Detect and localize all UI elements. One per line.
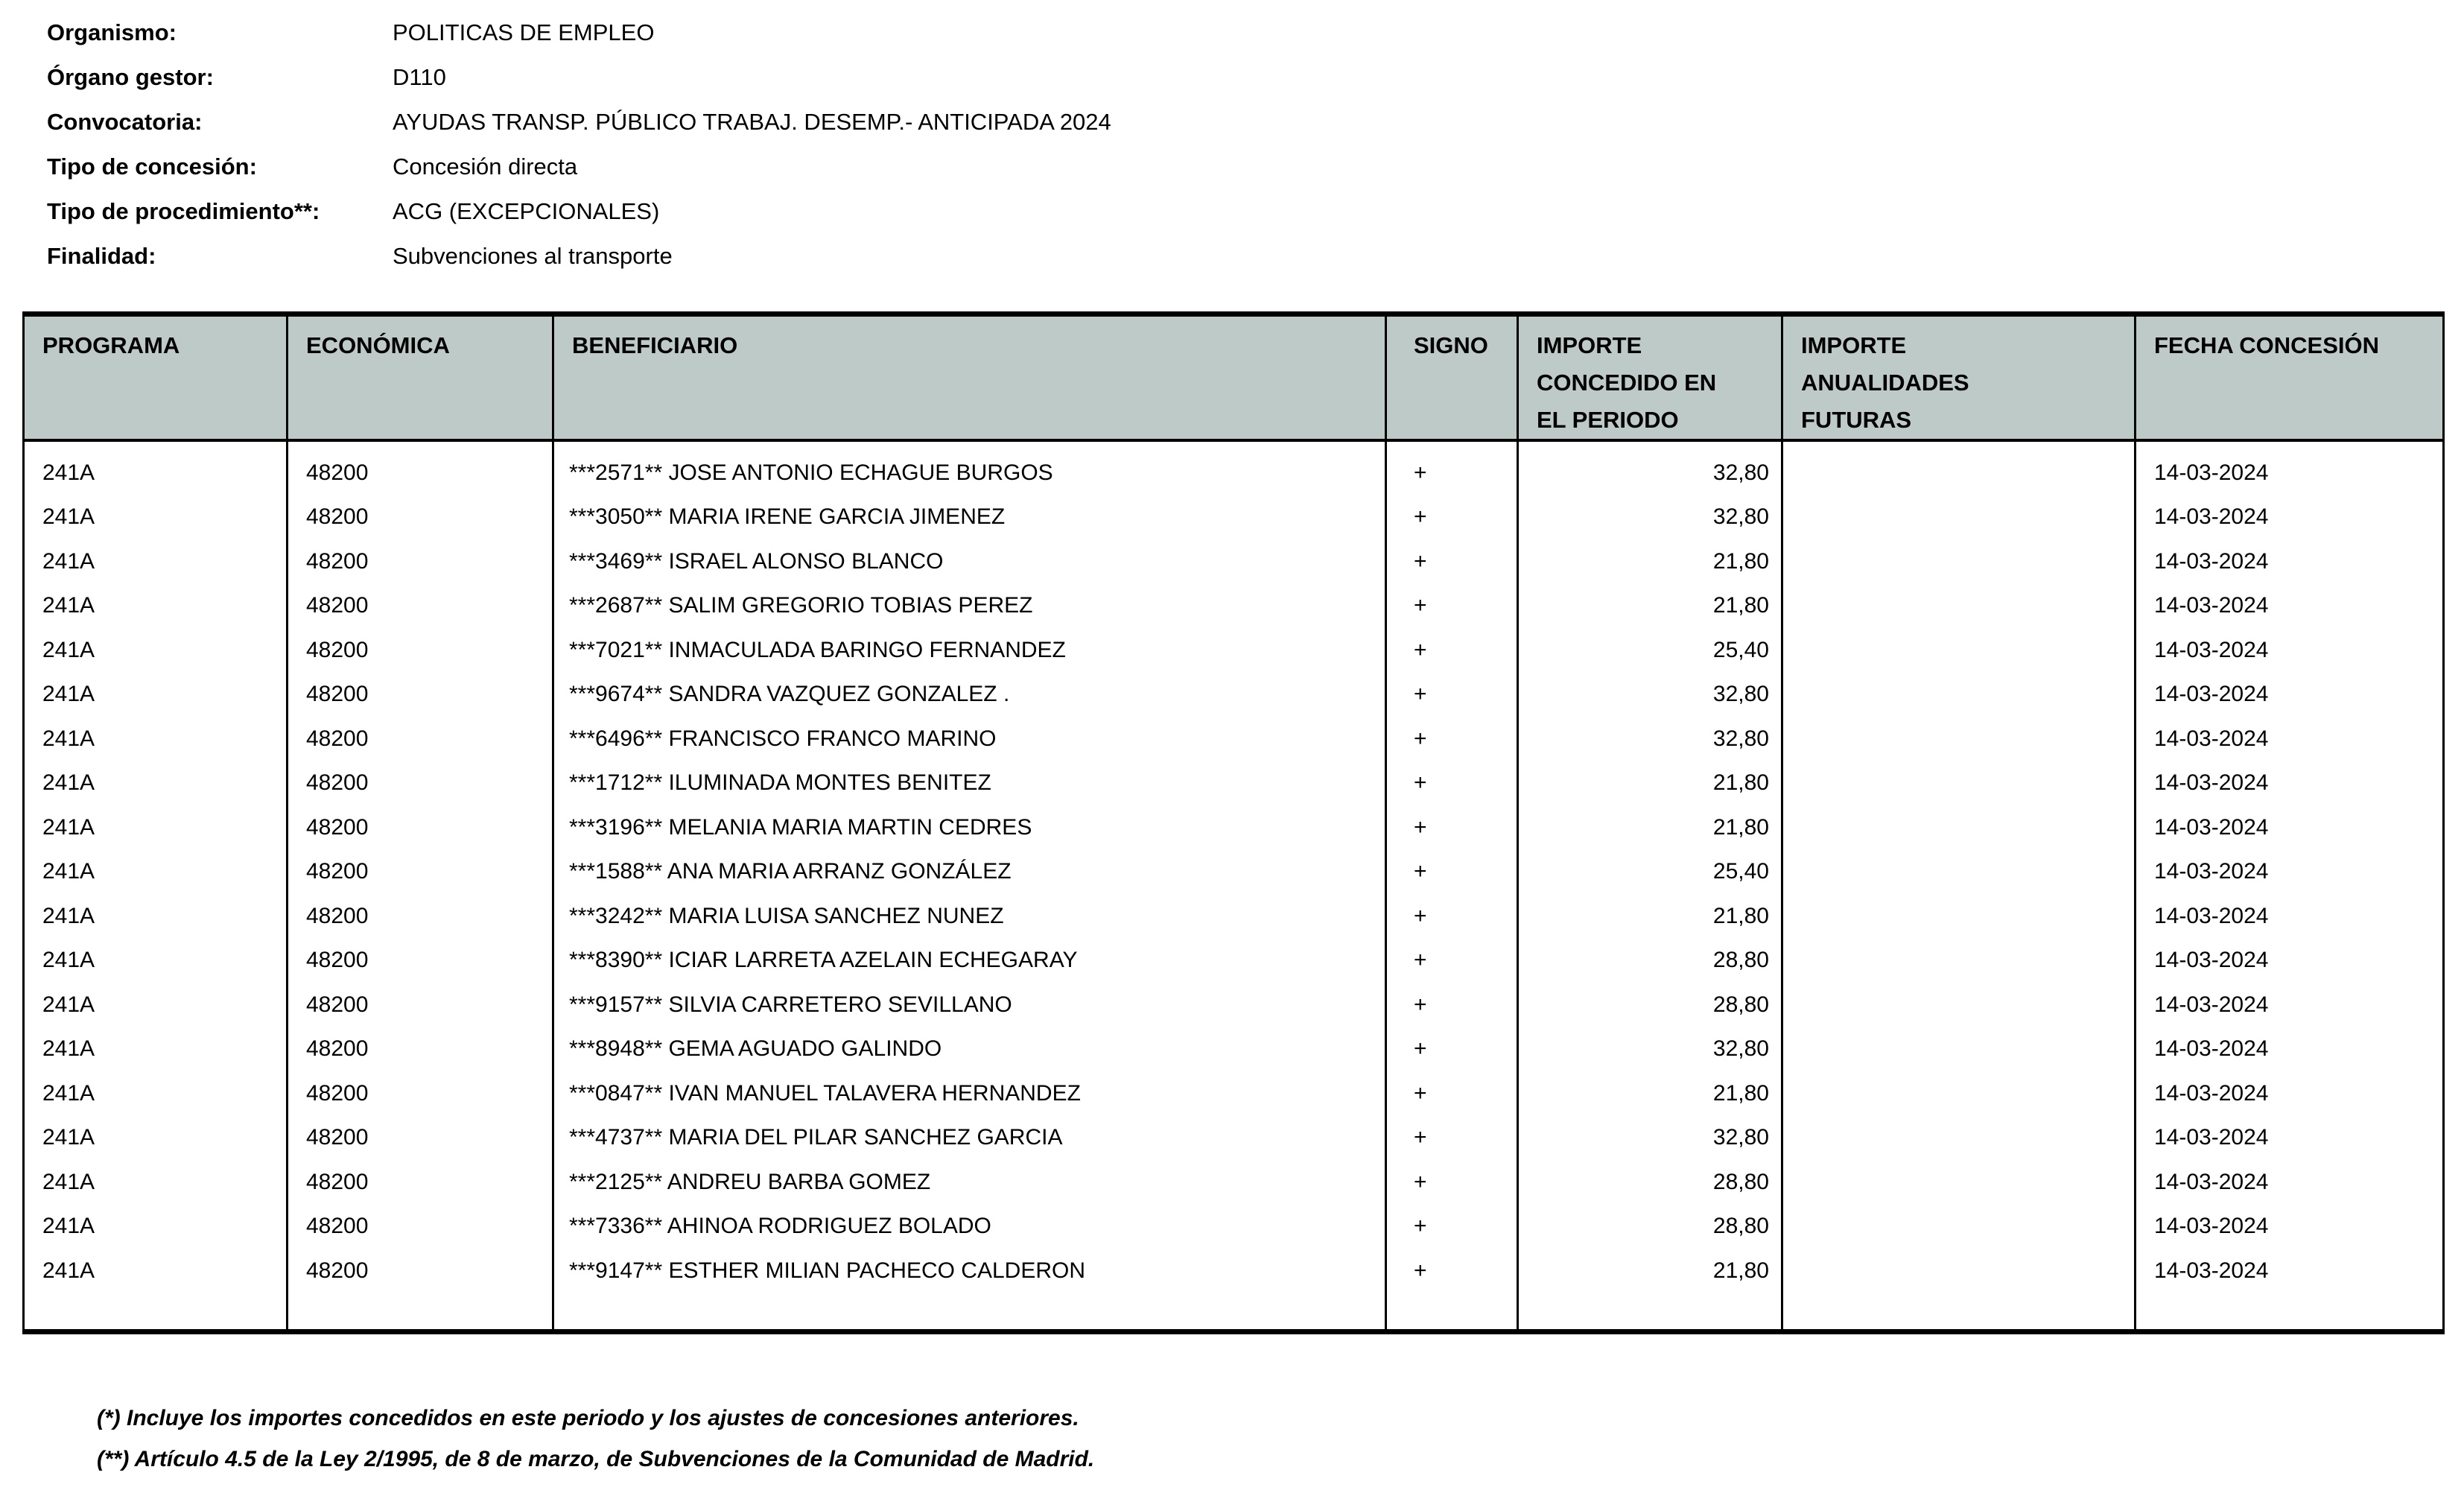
column-header-importe-anualidades: IMPORTE ANUALIDADES FUTURAS — [1782, 314, 2136, 441]
cell-fecha: 14-03-2024 — [2136, 1071, 2444, 1116]
table-row — [24, 1027, 2444, 1072]
cell-economica: 48200 — [288, 1116, 553, 1161]
cell-programa: 241A — [24, 584, 288, 629]
cell-programa: 241A — [24, 1160, 288, 1205]
meta-label: Órgano gestor: — [47, 64, 214, 90]
cell-economica: 48200 — [288, 1160, 553, 1205]
cell-anualidades — [1782, 1027, 2136, 1072]
cell-anualidades — [1782, 673, 2136, 717]
cell-signo: + — [1386, 1027, 1518, 1072]
cell-beneficiario: ***7336** AHINOA RODRIGUEZ BOLADO — [553, 1205, 1386, 1249]
cell-fecha: 14-03-2024 — [2136, 628, 2444, 673]
cell-anualidades — [1782, 1205, 2136, 1249]
cell-beneficiario: ***3050** MARIA IRENE GARCIA JIMENEZ — [553, 495, 1386, 540]
cell-programa: 241A — [24, 761, 288, 806]
cell-signo: + — [1386, 539, 1518, 584]
table-row — [24, 1071, 2444, 1116]
cell-fecha: 14-03-2024 — [2136, 495, 2444, 540]
cell-programa: 241A — [24, 805, 288, 850]
cell-importe: 21,80 — [1518, 584, 1782, 629]
cell-signo: + — [1386, 983, 1518, 1027]
cell-anualidades — [1782, 539, 2136, 584]
cell-fecha: 14-03-2024 — [2136, 584, 2444, 629]
cell-anualidades — [1782, 1160, 2136, 1205]
cell-importe: 28,80 — [1518, 1160, 1782, 1205]
cell-importe: 32,80 — [1518, 1027, 1782, 1072]
cell-economica: 48200 — [288, 894, 553, 939]
cell-programa: 241A — [24, 495, 288, 540]
cell-importe: 32,80 — [1518, 717, 1782, 761]
meta-value: AYUDAS TRANSP. PÚBLICO TRABAJ. DESEMP.- ANTICIPADA 2024 — [393, 109, 1111, 135]
footer-notes — [97, 1398, 1094, 1480]
meta-value: Subvenciones al transporte — [393, 243, 673, 269]
cell-importe: 28,80 — [1518, 1205, 1782, 1249]
cell-programa: 241A — [24, 1205, 288, 1249]
meta-line-tipo-procedimiento — [47, 189, 1111, 234]
cell-fecha: 14-03-2024 — [2136, 983, 2444, 1027]
meta-line-tipo-concesion — [47, 145, 1111, 189]
column-header-economica: ECONÓMICA — [288, 314, 553, 441]
cell-anualidades — [1782, 761, 2136, 806]
cell-signo: + — [1386, 1249, 1518, 1293]
cell-economica: 48200 — [288, 584, 553, 629]
table-row — [24, 673, 2444, 717]
cell-importe: 28,80 — [1518, 983, 1782, 1027]
cell-fecha: 14-03-2024 — [2136, 673, 2444, 717]
cell-signo: + — [1386, 805, 1518, 850]
meta-value: POLITICAS DE EMPLEO — [393, 19, 655, 45]
cell-economica: 48200 — [288, 1027, 553, 1072]
cell-fecha: 14-03-2024 — [2136, 717, 2444, 761]
note-asterisk: (*) Incluye los importes concedidos en este periodo y los ajustes de concesiones anteriores. — [97, 1406, 1079, 1430]
cell-programa: 241A — [24, 1116, 288, 1161]
cell-fecha: 14-03-2024 — [2136, 850, 2444, 895]
cell-beneficiario: ***9157** SILVIA CARRETERO SEVILLANO — [553, 983, 1386, 1027]
table-row — [24, 495, 2444, 540]
cell-economica: 48200 — [288, 983, 553, 1027]
column-header-importe-concedido: IMPORTE CONCEDIDO EN EL PERIODO — [1518, 314, 1782, 441]
cell-beneficiario: ***9147** ESTHER MILIAN PACHECO CALDERON — [553, 1249, 1386, 1293]
cell-anualidades — [1782, 939, 2136, 983]
meta-value: Concesión directa — [393, 153, 578, 180]
cell-economica: 48200 — [288, 539, 553, 584]
cell-signo: + — [1386, 584, 1518, 629]
cell-fecha: 14-03-2024 — [2136, 451, 2444, 495]
cell-anualidades — [1782, 1071, 2136, 1116]
cell-fecha: 14-03-2024 — [2136, 761, 2444, 806]
cell-fecha: 14-03-2024 — [2136, 1249, 2444, 1293]
table-row — [24, 761, 2444, 806]
cell-programa: 241A — [24, 1071, 288, 1116]
table-row — [24, 539, 2444, 584]
table-spacer-row — [24, 440, 2444, 451]
cell-programa: 241A — [24, 717, 288, 761]
cell-fecha: 14-03-2024 — [2136, 1027, 2444, 1072]
cell-importe: 32,80 — [1518, 1116, 1782, 1161]
cell-importe: 32,80 — [1518, 451, 1782, 495]
cell-economica: 48200 — [288, 805, 553, 850]
meta-label: Convocatoria: — [47, 109, 203, 135]
cell-anualidades — [1782, 451, 2136, 495]
meta-label: Tipo de procedimiento**: — [47, 198, 320, 224]
table-row — [24, 983, 2444, 1027]
cell-importe: 28,80 — [1518, 939, 1782, 983]
cell-importe: 25,40 — [1518, 628, 1782, 673]
cell-beneficiario: ***3242** MARIA LUISA SANCHEZ NUNEZ — [553, 894, 1386, 939]
cell-signo: + — [1386, 850, 1518, 895]
cell-economica: 48200 — [288, 451, 553, 495]
cell-importe: 25,40 — [1518, 850, 1782, 895]
cell-anualidades — [1782, 584, 2136, 629]
meta-label: Finalidad: — [47, 243, 156, 269]
cell-signo: + — [1386, 673, 1518, 717]
cell-beneficiario: ***1588** ANA MARIA ARRANZ GONZÁLEZ — [553, 850, 1386, 895]
cell-beneficiario: ***3196** MELANIA MARIA MARTIN CEDRES — [553, 805, 1386, 850]
cell-programa: 241A — [24, 539, 288, 584]
cell-signo: + — [1386, 1071, 1518, 1116]
metadata-block — [47, 10, 1111, 279]
cell-anualidades — [1782, 894, 2136, 939]
column-header-signo: SIGNO — [1386, 314, 1518, 441]
table-row — [24, 1116, 2444, 1161]
cell-importe: 21,80 — [1518, 539, 1782, 584]
table-row — [24, 1205, 2444, 1249]
cell-importe: 21,80 — [1518, 894, 1782, 939]
cell-economica: 48200 — [288, 1205, 553, 1249]
table-row — [24, 1249, 2444, 1293]
cell-signo: + — [1386, 761, 1518, 806]
cell-fecha: 14-03-2024 — [2136, 539, 2444, 584]
cell-importe: 21,80 — [1518, 1249, 1782, 1293]
cell-signo: + — [1386, 939, 1518, 983]
cell-anualidades — [1782, 983, 2136, 1027]
cell-importe: 21,80 — [1518, 761, 1782, 806]
table-row — [24, 850, 2444, 895]
column-header-fecha-concesion: FECHA CONCESIÓN — [2136, 314, 2444, 441]
cell-anualidades — [1782, 628, 2136, 673]
cell-beneficiario: ***7021** INMACULADA BARINGO FERNANDEZ — [553, 628, 1386, 673]
meta-line-organo-gestor — [47, 55, 1111, 100]
note-double-asterisk: (**) Artículo 4.5 de la Ley 2/1995, de 8 de marzo, de Subvenciones de la Comunidad de Madrid. — [97, 1447, 1095, 1471]
cell-importe: 21,80 — [1518, 1071, 1782, 1116]
cell-anualidades — [1782, 805, 2136, 850]
cell-economica: 48200 — [288, 628, 553, 673]
cell-programa: 241A — [24, 894, 288, 939]
meta-line-finalidad — [47, 234, 1111, 279]
cell-economica: 48200 — [288, 939, 553, 983]
cell-signo: + — [1386, 495, 1518, 540]
cell-programa: 241A — [24, 1249, 288, 1293]
table-header-row — [24, 314, 2444, 441]
column-header-programa: PROGRAMA — [24, 314, 288, 441]
cell-fecha: 14-03-2024 — [2136, 1116, 2444, 1161]
cell-anualidades — [1782, 1249, 2136, 1293]
cell-anualidades — [1782, 495, 2136, 540]
cell-economica: 48200 — [288, 1249, 553, 1293]
grants-table — [22, 311, 2445, 1334]
cell-signo: + — [1386, 1160, 1518, 1205]
meta-line-convocatoria — [47, 100, 1111, 145]
cell-signo: + — [1386, 628, 1518, 673]
cell-programa: 241A — [24, 1027, 288, 1072]
cell-signo: + — [1386, 717, 1518, 761]
cell-fecha: 14-03-2024 — [2136, 1205, 2444, 1249]
cell-fecha: 14-03-2024 — [2136, 805, 2444, 850]
cell-programa: 241A — [24, 850, 288, 895]
cell-beneficiario: ***6496** FRANCISCO FRANCO MARINO — [553, 717, 1386, 761]
table-filler-row — [24, 1293, 2444, 1332]
meta-label: Tipo de concesión: — [47, 153, 257, 180]
cell-programa: 241A — [24, 983, 288, 1027]
table-row — [24, 717, 2444, 761]
meta-value: ACG (EXCEPCIONALES) — [393, 198, 660, 224]
table-row — [24, 584, 2444, 629]
meta-line-organismo — [47, 10, 1111, 55]
table-row — [24, 451, 2444, 495]
cell-economica: 48200 — [288, 495, 553, 540]
cell-anualidades — [1782, 717, 2136, 761]
cell-beneficiario: ***9674** SANDRA VAZQUEZ GONZALEZ . — [553, 673, 1386, 717]
cell-beneficiario: ***2571** JOSE ANTONIO ECHAGUE BURGOS — [553, 451, 1386, 495]
cell-importe: 32,80 — [1518, 673, 1782, 717]
cell-economica: 48200 — [288, 850, 553, 895]
table-row — [24, 805, 2444, 850]
cell-anualidades — [1782, 850, 2136, 895]
cell-importe: 21,80 — [1518, 805, 1782, 850]
cell-fecha: 14-03-2024 — [2136, 939, 2444, 983]
cell-signo: + — [1386, 451, 1518, 495]
meta-value: D110 — [393, 64, 446, 90]
cell-beneficiario: ***0847** IVAN MANUEL TALAVERA HERNANDEZ — [553, 1071, 1386, 1116]
cell-programa: 241A — [24, 451, 288, 495]
cell-beneficiario: ***8390** ICIAR LARRETA AZELAIN ECHEGARAY — [553, 939, 1386, 983]
cell-economica: 48200 — [288, 1071, 553, 1116]
cell-fecha: 14-03-2024 — [2136, 1160, 2444, 1205]
cell-anualidades — [1782, 1116, 2136, 1161]
cell-economica: 48200 — [288, 673, 553, 717]
cell-importe: 32,80 — [1518, 495, 1782, 540]
table-row — [24, 1160, 2444, 1205]
cell-fecha: 14-03-2024 — [2136, 894, 2444, 939]
cell-economica: 48200 — [288, 717, 553, 761]
cell-beneficiario: ***8948** GEMA AGUADO GALINDO — [553, 1027, 1386, 1072]
cell-signo: + — [1386, 1116, 1518, 1161]
cell-beneficiario: ***2125** ANDREU BARBA GOMEZ — [553, 1160, 1386, 1205]
cell-economica: 48200 — [288, 761, 553, 806]
column-header-beneficiario: BENEFICIARIO — [553, 314, 1386, 441]
cell-signo: + — [1386, 894, 1518, 939]
table-row — [24, 939, 2444, 983]
table-body — [24, 440, 2444, 1331]
cell-beneficiario: ***2687** SALIM GREGORIO TOBIAS PEREZ — [553, 584, 1386, 629]
cell-beneficiario: ***4737** MARIA DEL PILAR SANCHEZ GARCIA — [553, 1116, 1386, 1161]
table-row — [24, 628, 2444, 673]
cell-beneficiario: ***3469** ISRAEL ALONSO BLANCO — [553, 539, 1386, 584]
cell-beneficiario: ***1712** ILUMINADA MONTES BENITEZ — [553, 761, 1386, 806]
cell-programa: 241A — [24, 939, 288, 983]
cell-signo: + — [1386, 1205, 1518, 1249]
cell-programa: 241A — [24, 628, 288, 673]
cell-programa: 241A — [24, 673, 288, 717]
table-row — [24, 894, 2444, 939]
meta-label: Organismo: — [47, 19, 177, 45]
